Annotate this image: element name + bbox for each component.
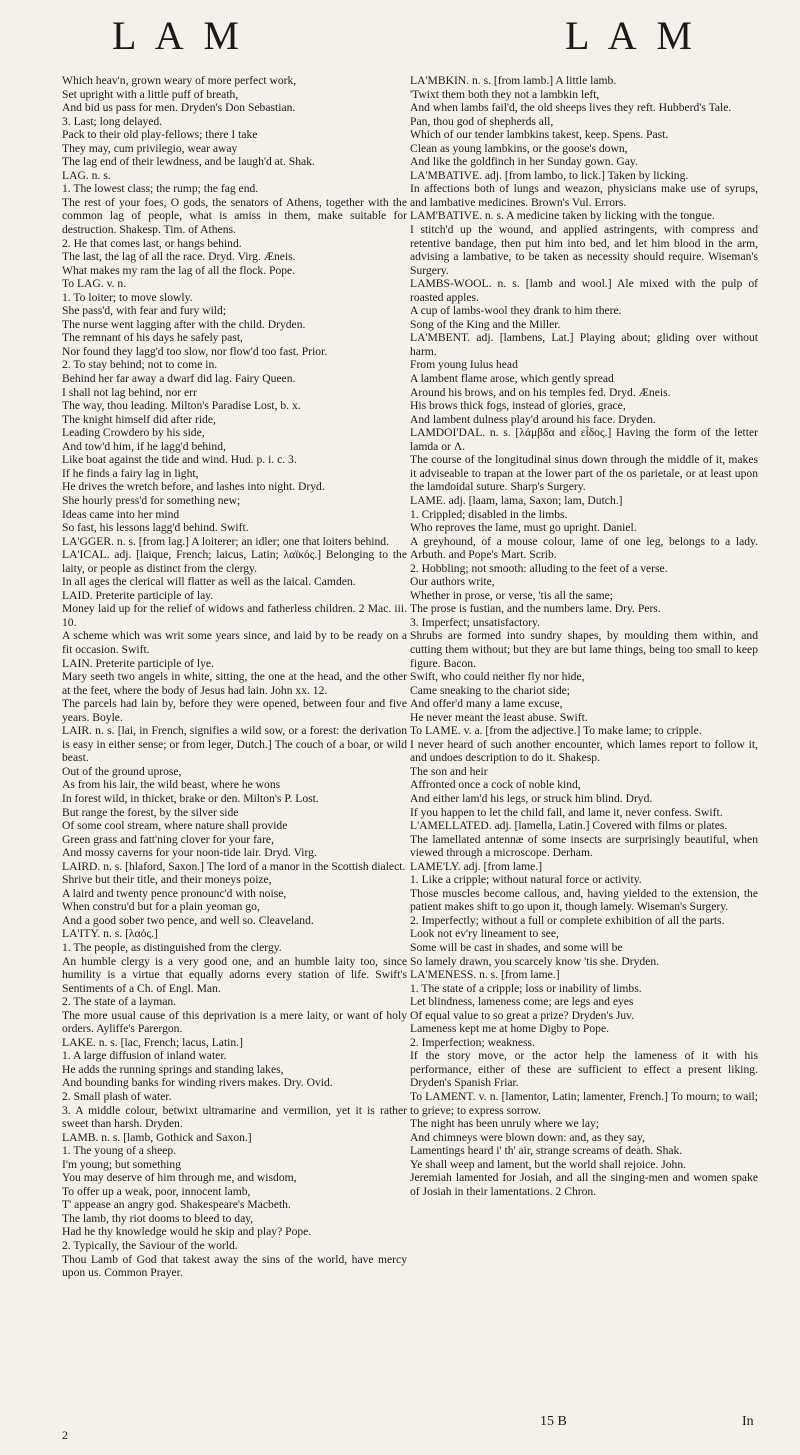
text-line: LAME. adj. [laam, lama, Saxon; lam, Dutch.] [410,493,623,507]
text-line: Clean as young lambkins, or the goose's down, [410,141,628,155]
text-line: He drives the wretch before, and lashes into night. Dryd. [62,480,325,494]
text-line: Song of the King and the Miller. [410,317,561,331]
text-line: 1. The young of a sheep. [62,1144,177,1158]
text-line: Pack to their old play-fellows; there I take [62,128,258,142]
text-line: The way, thou leading. Milton's Paradise Lost, b. x. [62,399,301,413]
text-line: Came sneaking to the chariot side; [410,683,571,697]
running-head-right: L A M [565,13,698,58]
text-line: LA'MBENT. adj. [lambens, Lat.] Playing about; gliding over without harm. [410,331,758,358]
text-line: 1. Crippled; disabled in the limbs. [410,507,568,521]
text-line: Had he thy knowledge would he skip and play? Pope. [62,1225,312,1239]
text-line: To offer up a weak, poor, innocent lamb, [62,1184,251,1198]
text-line: LAMB. n. s. [lamb, Gothick and Saxon.] [62,1130,252,1144]
text-line: Let blindness, lameness come; are legs and eyes [410,995,634,1009]
text-line: What makes my ram the lag of all the flock. Pope. [62,263,296,277]
text-line: Behind her far away a dwarf did lag. Fairy Queen. [62,372,296,386]
text-line: The lamellated antennæ of some insects are surprisingly beautiful, when viewed through a microscope. Derham. [410,832,758,860]
text-line: LA'GGER. n. s. [from lag.] A loiterer; an idler; one that loiters behind. [62,534,389,548]
text-line: LA'MENESS. n. s. [from lame.] [410,968,560,982]
text-line: Which of our tender lambkins takest, keep. Spens. Past. [410,128,669,142]
text-line: A scheme which was writ some years since, and laid by to be ready on a fit occasion. Swift. [62,629,407,656]
text-line: Shrubs are formed into sundry shapes, by moulding them within, and cutting them without; but they are but lame things, being too small to keep figure. Bacon. [410,629,758,670]
text-line: I never heard of such another encounter, which lames report to follow it, and undoes description to do it. Shakesp. [410,737,758,765]
text-line: LA'ITY. n. s. [λαός.] [62,927,158,941]
text-line: But range the forest, by the silver side [62,805,239,819]
text-line: The prose is fustian, and the numbers lame. Dry. Pers. [410,602,661,616]
text-line: He adds the running springs and standing lakes, [62,1062,284,1076]
text-line: Those muscles become callous, and, having yielded to the extension, the patient makes shift to go upon it, though lamely. Wiseman's Surgery. [410,886,758,914]
text-line: LAIN. Preterite participle of lye. [62,656,214,670]
text-line: Some will be cast in shades, and some will be [410,941,623,954]
text-line: LA'MBATIVE. adj. [from lambo, to lick.] Taken by licking. [410,168,689,182]
text-line: And like the goldfinch in her Sunday gown. Gay. [410,155,638,169]
text-line: The lamb, thy riot dooms to bleed to day, [62,1211,254,1225]
text-line: 1. Like a cripple; without natural force or activity. [410,873,642,887]
text-line: In forest wild, in thicket, brake or den. Milton's P. Lost. [62,791,319,805]
text-line: She pass'd, with fear and fury wild; [62,304,227,318]
text-line: Swift, who could neither fly nor hide, [410,670,585,684]
text-line: Affronted once a cock of noble kind, [410,778,581,792]
text-line: LA'ICAL. adj. [laique, French; laicus, Latin; λαϊκός.] Belonging to the laity, or people as distinct from the clergy. [62,548,407,575]
text-line: A greyhound, of a mouse colour, lame of one leg, belongs to a lady. Arbuth. and Pope's Mart. Scrib. [410,534,758,562]
text-line: Ideas came into her mind [62,507,180,521]
text-line: From young Iulus head [410,358,518,372]
text-line: Of some cool stream, where nature shall provide [62,819,288,833]
text-line: T' appease an angry god. Shakespeare's Macbeth. [62,1198,291,1212]
text-line: Out of the ground uprose, [62,764,182,778]
text-line: And lambent dulness play'd around his face. Dryden. [410,412,656,426]
right-column [410,74,758,1394]
text-line: Lamentings heard i' th' air, strange screams of death. Shak. [410,1144,683,1158]
text-line: 2. Imperfection; weakness. [410,1035,535,1049]
text-line: The last, the lag of all the race. Dryd. Virg. Æneis. [62,250,296,264]
text-line: LAMDOI'DAL. n. s. [λάμβδα and εἶδος.] Having the form of the letter lamda or Λ. [410,426,758,453]
text-line: 'Twixt them both they not a lambkin left, [410,87,600,101]
text-line: His brows thick fogs, instead of glories, grace, [410,399,626,413]
text-line: 1. To loiter; to move slowly. [62,290,193,304]
text-line: LAKE. n. s. [lac, French; lacus, Latin.] [62,1035,243,1049]
text-line: To LAMENT. v. n. [lamentor, Latin; lamenter, French.] To mourn; to wail; to grieve; to express sorrow. [410,1090,758,1117]
text-line: To LAG. v. n. [62,277,127,291]
text-line: In affections both of lungs and weazon, physicians make use of syrups, and lambative medicines. Brown's Vul. Errors. [410,182,758,209]
catchword: In [742,1414,754,1429]
text-line: A cup of lambs-wool they drank to him there. [410,304,622,318]
text-line: Mary seeth two angels in white, sitting, the one at the head, and the other at the feet, where the body of Jesus had lain. John xx. 12. [62,670,407,697]
text-line: And when lambs fail'd, the old sheeps lives they reft. Hubberd's Tale. [410,101,732,115]
text-line: 2. Hobbling; not smooth: alluding to the feet of a verse. [410,561,668,575]
text-line: And tow'd him, if he lagg'd behind, [62,439,226,453]
text-line: 1. The lowest class; the rump; the fag end. [62,182,259,196]
text-line: When constru'd but for a plain yeoman go, [62,900,260,914]
text-line: And bid us pass for men. Dryden's Don Sebastian. [62,101,296,115]
text-line: You may deserve of him through me, and wisdom, [62,1171,297,1185]
text-line: Ye shall weep and lament, but the world shall rejoice. John. [410,1157,687,1171]
text-line: 3. Imperfect; unsatisfactory. [410,615,540,629]
text-line: Green grass and fatt'ning clover for your fare, [62,832,274,846]
text-line: A lambent flame arose, which gently spread [410,372,614,386]
text-line: LAME'LY. adj. [from lame.] [410,859,543,873]
signature-mark: 15 B [540,1414,567,1429]
text-line: To LAME. v. a. [from the adjective.] To make lame; to cripple. [410,724,702,738]
text-line: He never meant the least abuse. Swift. [410,710,588,724]
text-line: She hourly press'd for something new; [62,493,241,507]
text-line: And a good sober two pence, and well so. Cleaveland. [62,913,314,927]
text-line: 2. Typically, the Saviour of the world. [62,1239,238,1253]
text-line: 2. Imperfectly; without a full or complete exhibition of all the parts. [410,913,725,927]
text-line: I stitch'd up the wound, and applied astringents, with compress and retentive bandage, then put him into bed, and let him blood in the arm, advising a lambative, to be taken as necessity should require. Wiseman's Surgery. [410,223,758,277]
text-line: Leading Crowdero by his side, [62,426,205,440]
text-line: A laird and twenty pence pronounc'd with noise, [62,886,287,900]
text-line: Of equal value to so great a prize? Dryden's Juv. [410,1008,635,1022]
text-line: And mossy caverns for your noon-tide lair. Dryd. Virg. [62,846,317,860]
text-line: Pan, thou god of shepherds all, [410,114,554,128]
text-line: So fast, his lessons lagg'd behind. Swift. [62,521,249,535]
text-line: Who reproves the lame, must go upright. Daniel. [410,521,637,535]
text-line: Our authors write, [410,575,495,589]
text-line: Jeremiah lamented for Josiah, and all the singing-men and women spake of Josiah in their lamentations. 2 Chron. [410,1171,758,1198]
text-line: Around his brows, and on his temples fed. Dryd. Æneis. [410,385,671,399]
text-line: The son and heir [410,764,488,778]
text-line: 2. He that comes last, or hangs behind. [62,236,242,250]
text-line: I shall not lag behind, nor err [62,385,197,399]
text-line: If the story move, or the actor help the lameness of it with his performance, either of these are sufficient to effect a present liking. Dryden's Spanish Friar. [410,1049,758,1090]
text-line: Money laid up for the relief of widows and fatherless children. 2 Mac. iii. 10. [62,602,407,629]
text-line: The rest of your foes, O gods, the senators of Athens, together with the common lag of people, what is amiss in them, make suitable for destruction. Shakesp. Tim. of Athens. [62,195,407,237]
text-line: 3. Last; long delayed. [62,114,163,128]
text-line: If he finds a fairy lag in light, [62,466,199,480]
text-line: Set upright with a little puff of breath, [62,87,239,101]
text-line: The knight himself did after ride, [62,412,216,426]
text-line: Whether in prose, or verse, 'tis all the same; [410,588,613,602]
text-line: The night has been unruly where we lay; [410,1117,599,1131]
text-line: 3. A middle colour, betwixt ultramarine and vermilion, yet it is rather sweet than harsh. Dryden. [62,1103,407,1131]
text-line: Which heav'n, grown weary of more perfect work, [62,74,297,87]
text-line: And bounding banks for winding rivers makes. Dry. Ovid. [62,1076,333,1090]
text-line: L'AMELLATED. adj. [lamella, Latin.] Covered with films or plates. [410,819,728,833]
text-line: Nor found they lagg'd too slow, nor flow'd too fast. Prior. [62,344,328,358]
text-line: The lag end of their lewdness, and be laugh'd at. Shak. [62,155,315,169]
text-line: LAID. Preterite participle of lay. [62,588,214,602]
text-line: In all ages the clerical will flatter as well as the laical. Camden. [62,575,356,589]
text-line: An humble clergy is a very good one, and an humble laity too, since humility is a virtue that equally adorns every station of life. Swift's Sentiments of a Ch. of Engl. Man. [62,954,407,995]
text-line: 2. To stay behind; not to come in. [62,358,218,372]
text-line: The remnant of his days he safely past, [62,331,243,345]
text-line: LAIR. n. s. [lai, in French, signifies a wild sow, or a forest: the derivation is easy in either sense; or from leger, Dutch.] The couch of a boar, or wild beast. [62,724,407,765]
text-line: Shrive but their title, and their moneys poize, [62,873,272,887]
text-line: So lamely drawn, you scarcely know 'tis she. Dryden. [410,954,660,968]
text-line: LAIRD. n. s. [hlaford, Saxon.] The lord of a manor in the Scottish dialect. [62,859,406,873]
text-line: The nurse went lagging after with the child. Dryden. [62,317,306,331]
text-line: 2. The state of a layman. [62,995,177,1009]
text-line: The parcels had lain by, before they were opened, between four and five years. Boyle. [62,697,407,724]
text-line: 1. The state of a cripple; loss or inability of limbs. [410,981,642,995]
text-line: LAG. n. s. [62,168,111,182]
text-line: Like boat against the tide and wind. Hud. p. i. c. 3. [62,453,297,467]
text-line: And either lam'd his legs, or struck him blind. Dryd. [410,791,653,805]
text-line: And offer'd many a lame excuse, [410,697,563,711]
text-line: 1. A large diffusion of inland water. [62,1049,227,1063]
text-line: As from his lair, the wild beast, where he wons [62,778,281,792]
text-line: If you happen to let the child fall, and lame it, never confess. Swift. [410,805,723,819]
text-line: Lameness kept me at home Digby to Pope. [410,1022,609,1036]
text-line: 2. Small plash of water. [62,1090,172,1104]
text-line: LAMBS-WOOL. n. s. [lamb and wool.] Ale mixed with the pulp of roasted apples. [410,277,758,304]
text-line: Look not ev'ry lineament to see, [410,927,559,941]
text-line: The more usual cause of this deprivation is a mere laity, or want of holy orders. Ayliffe's Parergon. [62,1008,407,1036]
text-line: 1. The people, as distinguished from the clergy. [62,941,282,954]
left-column [62,74,407,1394]
text-line: They may, cum privilegio, wear away [62,141,238,155]
text-line: The course of the longitudinal sinus down through the middle of it, makes it adviseable to trapan at the lower part of the os parietale, or at least upon the lamdoidal suture. Sharp's Surgery. [410,453,758,494]
running-head-left: L A M [112,13,245,58]
text-line: Thou Lamb of God that takest away the sins of the world, have mercy upon us. Common Prayer. [62,1252,407,1280]
text-line: LAM'BATIVE. n. s. A medicine taken by licking with the tongue. [410,209,715,223]
text-line: I'm young; but something [62,1157,181,1171]
text-line: And chimneys were blown down: and, as they say, [410,1130,645,1144]
page-mark: 2 [62,1428,68,1442]
text-line: LA'MBKIN. n. s. [from lamb.] A little lamb. [410,74,617,87]
